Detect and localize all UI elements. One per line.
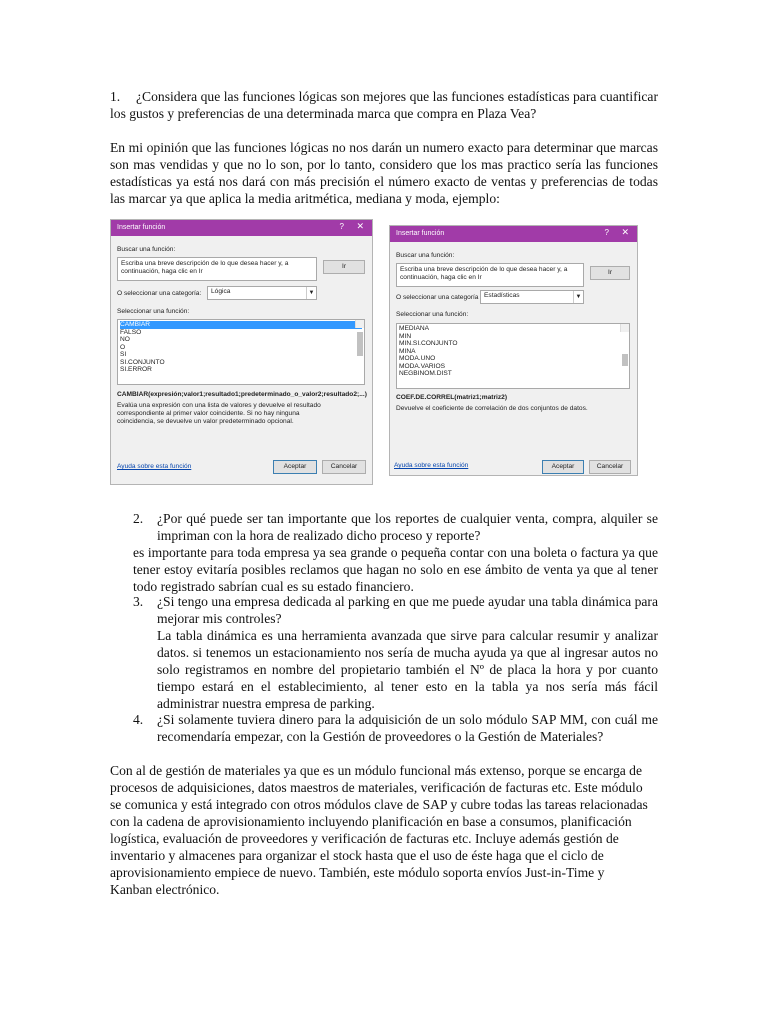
q2-number: 2. xyxy=(133,511,144,526)
q1-number: 1. xyxy=(110,89,121,104)
chevron-down-icon: ▼ xyxy=(573,291,583,303)
category-value: Lógica xyxy=(211,288,231,295)
list-item[interactable]: CAMBIAR xyxy=(120,321,362,329)
list-item[interactable]: SI.CONJUNTO xyxy=(120,358,165,366)
search-input[interactable]: Escriba una breve descripción de lo que desea hacer y, a continuación, haga clic en Ir xyxy=(396,263,584,287)
function-signature: CAMBIAR(expresión;valor1;resultado1;predeterminado_o_valor2;resultado2;...) xyxy=(117,391,367,398)
accept-button[interactable]: Aceptar xyxy=(273,460,317,474)
list-item[interactable]: MIN xyxy=(399,332,412,340)
help-icon[interactable]: ? xyxy=(339,222,344,231)
list-item[interactable]: SI.ERROR xyxy=(120,366,152,373)
function-signature: COEF.DE.CORREL(matriz1;matriz2) xyxy=(396,394,508,401)
q4-question: ¿Si solamente tuviera dinero para la adquisición de un solo módulo SAP MM, con cuál me recomendaría empezar, con la Gestión de proveedores o la Gestión de Materiales? xyxy=(157,712,658,744)
q1-question: ¿Considera que las funciones lógicas son mejores que las funciones estadísticas para cuantificar los gustos y preferencias de una determinada marca que compra en Plaza Vea? xyxy=(110,89,658,121)
list-item[interactable]: MODA.UNO xyxy=(399,355,436,362)
q1-answer: En mi opinión que las funciones lógicas no nos darán un numero exacto para determinar que marcas son mas vendidas y que no lo son, por lo tanto, considero que los mas practico sería las funciones estadísticas ya está nos dará con más precisión el número exacto de ventas y preferencias de todas las marcar ya que aplica la media aritmética, mediana y moda, ejemplo: xyxy=(110,140,658,206)
q3-number: 3. xyxy=(133,594,144,609)
list-item[interactable]: MEDIANA xyxy=(399,325,430,332)
q2-question: ¿Por qué puede ser tan importante que los reportes de cualquier venta, compra, alquiler se impriman con la hora de realizado dicho proceso y reporte? xyxy=(157,511,658,543)
q4-answer: Con al de gestión de materiales ya que es un módulo funcional más extenso, porque se encarga de procesos de adquisiciones, datos maestros de materiales, verificación de facturas etc. Este módulo se comunica y está integrado con otros módulos clave de SAP y cubre todas las tareas relacionadas con la cadena de aprovisionamiento incluyendo planificación en base a consumos, planificación logística, evaluación de proveedores y verificación de facturas etc. Incluye además gestión de inventario y almacenes para organizar el stock hasta que el uso de éste haga que el ciclo de aprovisionamiento empiece de nuevo. También, este módulo soporta envíos Just-in-Time y Kanban electrónico. xyxy=(110,763,648,897)
q2-answer: es importante para toda empresa ya sea grande o pequeña contar con una boleta o factura ya que tener estoy evitaría posibles reclamos que hagan no solo en ese ámbito de venta ya que al tener todo registrado sabrían cual es su estado financiero. xyxy=(133,545,658,594)
accept-button[interactable]: Aceptar xyxy=(542,460,584,474)
insert-function-dialog-logical xyxy=(110,219,373,485)
close-icon[interactable]: ✕ xyxy=(621,227,629,237)
help-icon[interactable]: ? xyxy=(604,228,609,237)
q3-question: ¿Si tengo una empresa dedicada al parking en que me puede ayudar una tabla dinámica para mejorar mis controles? xyxy=(157,594,658,626)
function-description: Evalúa una expresión con una lista de valores y devuelve el resultado correspondiente al primer valor coincidente. Si no hay ninguna coincidencia, se devuelve un valor predeterminado opcional. xyxy=(117,402,321,425)
dialog-title: Insertar función xyxy=(117,224,166,231)
list-item[interactable]: FALSO xyxy=(120,328,142,336)
list-item[interactable]: NO xyxy=(120,336,130,343)
go-button[interactable]: Ir xyxy=(590,266,630,280)
cancel-button[interactable]: Cancelar xyxy=(322,460,366,474)
list-item[interactable]: NEGBINOM.DIST xyxy=(399,370,452,377)
scrollbar[interactable] xyxy=(355,320,364,328)
chevron-down-icon: ▼ xyxy=(306,287,316,299)
q4-number: 4. xyxy=(133,712,144,727)
dialog-titlebar xyxy=(390,226,637,242)
function-list[interactable] xyxy=(117,319,365,385)
go-button[interactable]: Ir xyxy=(323,260,365,274)
select-function-label: Seleccionar una función: xyxy=(117,308,190,315)
category-select[interactable] xyxy=(480,290,584,304)
dialog-title: Insertar función xyxy=(396,230,445,237)
cancel-button[interactable]: Cancelar xyxy=(589,460,631,474)
search-input[interactable]: Escriba una breve descripción de lo que desea hacer y, a continuación, haga clic en Ir xyxy=(117,257,317,281)
scrollbar[interactable] xyxy=(620,324,629,332)
help-link[interactable]: Ayuda sobre esta función xyxy=(394,462,469,469)
category-label: O seleccionar una categoría: xyxy=(117,290,202,297)
search-label: Buscar una función: xyxy=(117,246,176,253)
category-select[interactable] xyxy=(207,286,317,300)
list-item[interactable]: SI xyxy=(120,351,127,358)
function-description: Devuelve el coeficiente de correlación de dos conjuntos de datos. xyxy=(396,405,588,412)
list-item[interactable]: MODA.VARIOS xyxy=(399,362,446,370)
help-link[interactable]: Ayuda sobre esta función xyxy=(117,463,192,470)
dialog-titlebar xyxy=(111,220,372,236)
q3-answer: La tabla dinámica es una herramienta avanzada que sirve para calcular resumir y analizar datos. si tenemos un estacionamiento nos sería de mucha ayuda ya que al ingresar autos no solo registramos en nombre del propietario también el Nº de placa la hora y por cuanto tiempo estará en el establecimiento, al tener esto en la tabla ya nos sería más fácil administrar nuestra empresa de parking. xyxy=(157,628,658,711)
list-item[interactable]: MIN.SI.CONJUNTO xyxy=(399,340,458,347)
insert-function-dialog-statistical xyxy=(389,225,638,476)
list-item[interactable]: O xyxy=(120,343,126,351)
function-list[interactable] xyxy=(396,323,630,389)
close-icon[interactable]: ✕ xyxy=(356,221,364,231)
list-item[interactable]: MINA xyxy=(399,347,416,355)
category-label: O seleccionar una categoría xyxy=(396,294,479,301)
search-label: Buscar una función: xyxy=(396,252,455,259)
category-value: Estadísticas xyxy=(484,292,520,299)
select-function-label: Seleccionar una función: xyxy=(396,311,469,318)
